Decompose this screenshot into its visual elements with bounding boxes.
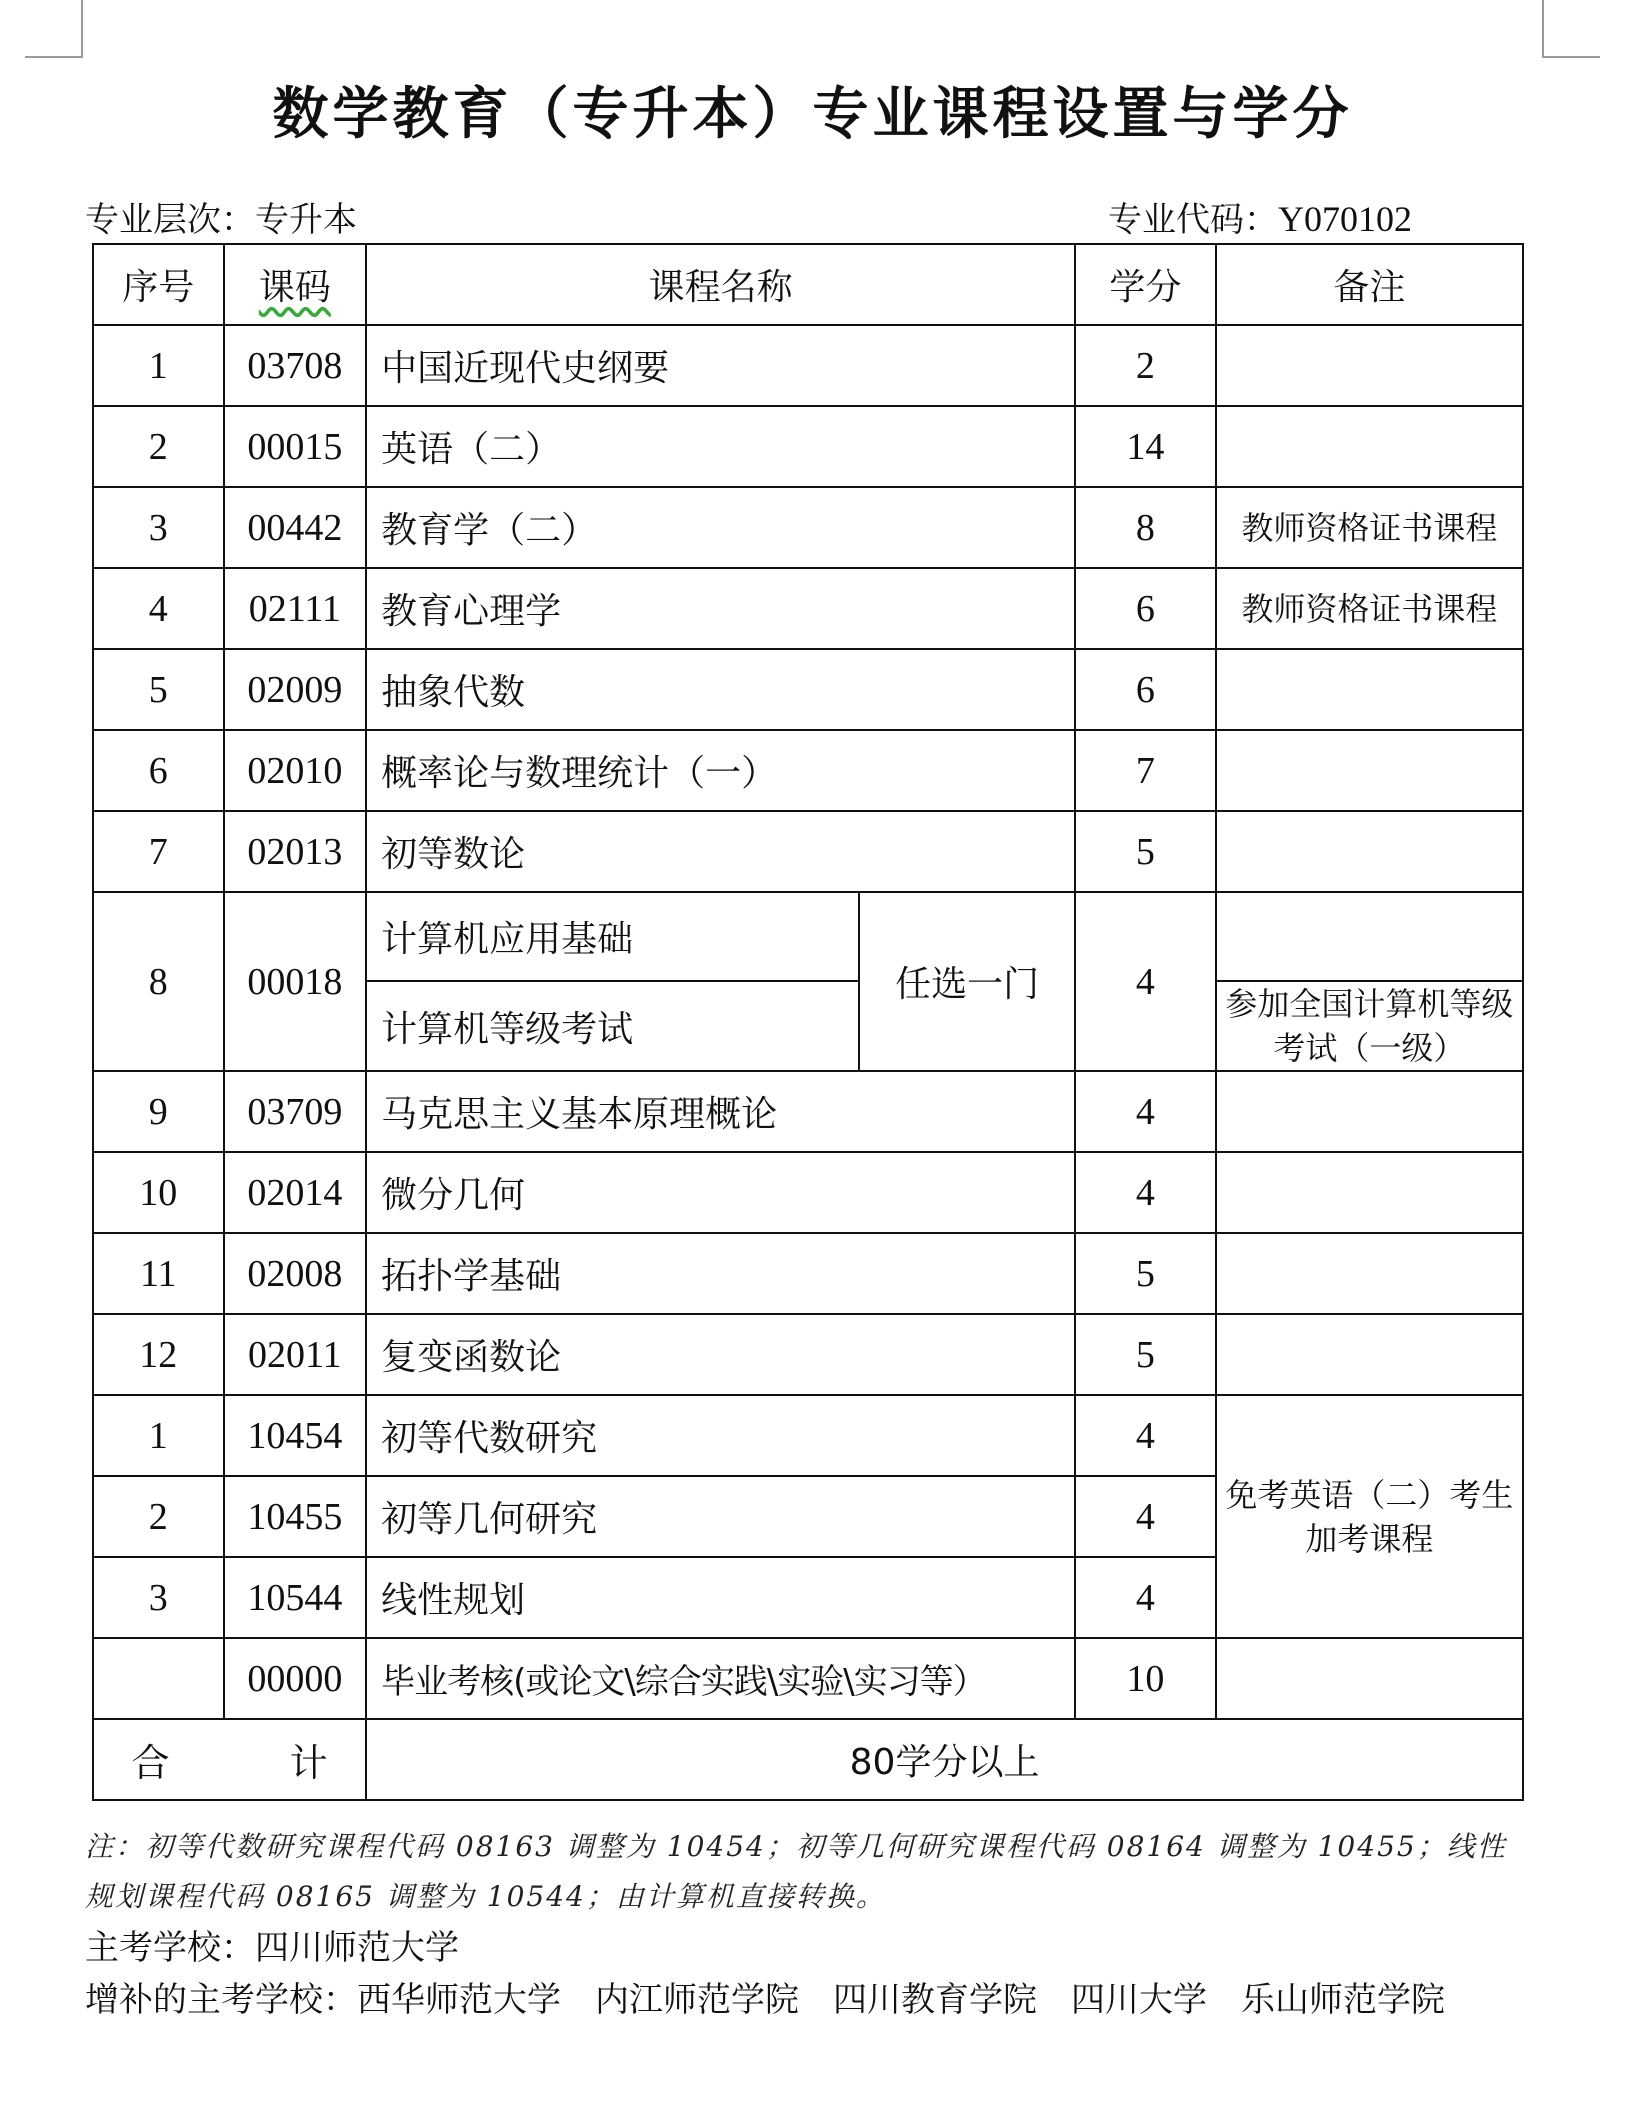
row-course-name: 马克思主义基本原理概论 xyxy=(366,1071,1075,1152)
row-note xyxy=(1216,1314,1523,1395)
table-row-extra xyxy=(93,1395,1523,1476)
page-title: 数学教育（专升本）专业课程设置与学分 xyxy=(272,82,1353,147)
table-row-total xyxy=(93,1719,1523,1800)
table-row-thesis xyxy=(93,1638,1523,1719)
row-seq: 5 xyxy=(93,649,224,730)
row-code: 03709 xyxy=(224,1071,367,1152)
row-code: 00442 xyxy=(224,487,367,568)
row-credit: 10 xyxy=(1075,1638,1216,1719)
elective-option-b: 计算机等级考试 xyxy=(366,981,859,1071)
main-school: 主考学校：四川师范大学 xyxy=(85,1928,459,1968)
extra-schools xyxy=(85,1972,1479,2021)
crop-mark-top-right xyxy=(1542,0,1600,58)
row-course-name: 英语（二） xyxy=(366,406,1075,487)
crop-mark-top-left xyxy=(25,0,83,58)
row-seq: 3 xyxy=(93,487,224,568)
table-row xyxy=(93,1233,1523,1314)
table-row xyxy=(93,325,1523,406)
row-credit: 5 xyxy=(1075,811,1216,892)
row-course-name: 复变函数论 xyxy=(366,1314,1075,1395)
row-course-name: 线性规划 xyxy=(366,1557,1075,1638)
extra-school: 四川教育学院 xyxy=(833,1980,1037,2020)
footnote: 注：初等代数研究课程代码 08163 调整为 10454；初等几何研究课程代码 08164 调整为 10455；线性规划课程代码 08165 调整为 10544；由计算机直接转换。 xyxy=(85,1830,1507,1913)
table-row xyxy=(93,406,1523,487)
row-note xyxy=(1216,1638,1523,1719)
row-note xyxy=(1216,730,1523,811)
table-header-row xyxy=(93,244,1523,325)
row-note: 教师资格证书课程 xyxy=(1216,568,1523,649)
row-course-name: 概率论与数理统计（一） xyxy=(366,730,1075,811)
extra-courses-note: 免考英语（二）考生加考课程 xyxy=(1216,1395,1523,1638)
major-level: 专业层次：专升本 xyxy=(85,200,357,240)
total-label-a: 合 xyxy=(131,1741,170,1785)
major-code xyxy=(1108,192,1412,241)
table-row xyxy=(93,730,1523,811)
extra-school: 西华师范大学 xyxy=(357,1980,561,2020)
table-row-elective xyxy=(93,892,1523,981)
row-seq: 3 xyxy=(93,1557,224,1638)
row-code: 10544 xyxy=(224,1557,367,1638)
row-note xyxy=(1216,811,1523,892)
extra-school: 四川大学 xyxy=(1071,1980,1207,2020)
header-code xyxy=(224,244,367,325)
header-code-text: 课码 xyxy=(258,267,331,308)
row-seq: 2 xyxy=(93,406,224,487)
row-seq: 2 xyxy=(93,1476,224,1557)
row-credit: 7 xyxy=(1075,730,1216,811)
total-label xyxy=(93,1719,366,1800)
row-seq: 9 xyxy=(93,1071,224,1152)
row-credit: 6 xyxy=(1075,649,1216,730)
elective-choice: 任选一门 xyxy=(859,892,1075,1071)
major-code-label: 专业代码： xyxy=(1108,200,1278,240)
row-code: 02010 xyxy=(224,730,367,811)
elective-note-b: 参加全国计算机等级考试（一级） xyxy=(1216,981,1523,1071)
row-seq: 4 xyxy=(93,568,224,649)
row-code: 00015 xyxy=(224,406,367,487)
row-course-name: 中国近现代史纲要 xyxy=(366,325,1075,406)
row-credit: 4 xyxy=(1075,1395,1216,1476)
row-note xyxy=(1216,325,1523,406)
row-code: 00018 xyxy=(224,892,367,1071)
table-row xyxy=(93,1314,1523,1395)
row-code: 02111 xyxy=(224,568,367,649)
row-credit: 14 xyxy=(1075,406,1216,487)
row-credit: 4 xyxy=(1075,892,1216,1071)
row-code: 03708 xyxy=(224,325,367,406)
major-code-value: Y070102 xyxy=(1278,199,1412,239)
row-credit: 6 xyxy=(1075,568,1216,649)
row-course-name: 初等几何研究 xyxy=(366,1476,1075,1557)
total-label-b: 计 xyxy=(289,1741,328,1785)
row-credit: 8 xyxy=(1075,487,1216,568)
row-course-name: 初等代数研究 xyxy=(366,1395,1075,1476)
row-seq: 6 xyxy=(93,730,224,811)
header-credit: 学分 xyxy=(1075,244,1216,325)
row-course-name: 拓扑学基础 xyxy=(366,1233,1075,1314)
row-course-name: 抽象代数 xyxy=(366,649,1075,730)
row-seq: 10 xyxy=(93,1152,224,1233)
elective-note-a xyxy=(1216,892,1523,981)
table-row xyxy=(93,487,1523,568)
row-credit: 4 xyxy=(1075,1557,1216,1638)
row-seq: 11 xyxy=(93,1233,224,1314)
row-code: 00000 xyxy=(224,1638,367,1719)
table-row xyxy=(93,1071,1523,1152)
row-code: 10454 xyxy=(224,1395,367,1476)
row-code: 02013 xyxy=(224,811,367,892)
header-note: 备注 xyxy=(1216,244,1523,325)
row-credit: 4 xyxy=(1075,1152,1216,1233)
header-seq: 序号 xyxy=(93,244,224,325)
row-note xyxy=(1216,1152,1523,1233)
row-seq: 8 xyxy=(93,892,224,1071)
row-seq: 7 xyxy=(93,811,224,892)
extra-schools-label: 增补的主考学校： xyxy=(85,1980,357,2020)
header-name: 课程名称 xyxy=(366,244,1075,325)
row-code: 02014 xyxy=(224,1152,367,1233)
row-seq: 12 xyxy=(93,1314,224,1395)
row-code: 10455 xyxy=(224,1476,367,1557)
row-code: 02009 xyxy=(224,649,367,730)
row-credit: 2 xyxy=(1075,325,1216,406)
row-note xyxy=(1216,406,1523,487)
table-row xyxy=(93,649,1523,730)
extra-school: 内江师范学院 xyxy=(595,1980,799,2020)
row-credit: 4 xyxy=(1075,1071,1216,1152)
row-course-name: 初等数论 xyxy=(366,811,1075,892)
row-credit: 5 xyxy=(1075,1314,1216,1395)
table-row xyxy=(93,811,1523,892)
row-credit: 5 xyxy=(1075,1233,1216,1314)
row-course-name: 微分几何 xyxy=(366,1152,1075,1233)
row-code: 02011 xyxy=(224,1314,367,1395)
table-row xyxy=(93,1152,1523,1233)
row-note xyxy=(1216,649,1523,730)
row-note: 教师资格证书课程 xyxy=(1216,487,1523,568)
row-note xyxy=(1216,1233,1523,1314)
row-note xyxy=(1216,1071,1523,1152)
row-credit: 4 xyxy=(1075,1476,1216,1557)
row-seq: 1 xyxy=(93,325,224,406)
row-course-name: 毕业考核(或论文\综合实践\实验\实习等） xyxy=(366,1638,1075,1719)
row-course-name: 教育学（二） xyxy=(366,487,1075,568)
row-course-name: 教育心理学 xyxy=(366,568,1075,649)
row-code: 02008 xyxy=(224,1233,367,1314)
course-table xyxy=(92,243,1524,1801)
table-row xyxy=(93,568,1523,649)
row-seq xyxy=(93,1638,224,1719)
elective-option-a: 计算机应用基础 xyxy=(366,892,859,981)
extra-school: 乐山师范学院 xyxy=(1241,1980,1445,2020)
row-seq: 1 xyxy=(93,1395,224,1476)
total-value: 80学分以上 xyxy=(366,1719,1523,1800)
